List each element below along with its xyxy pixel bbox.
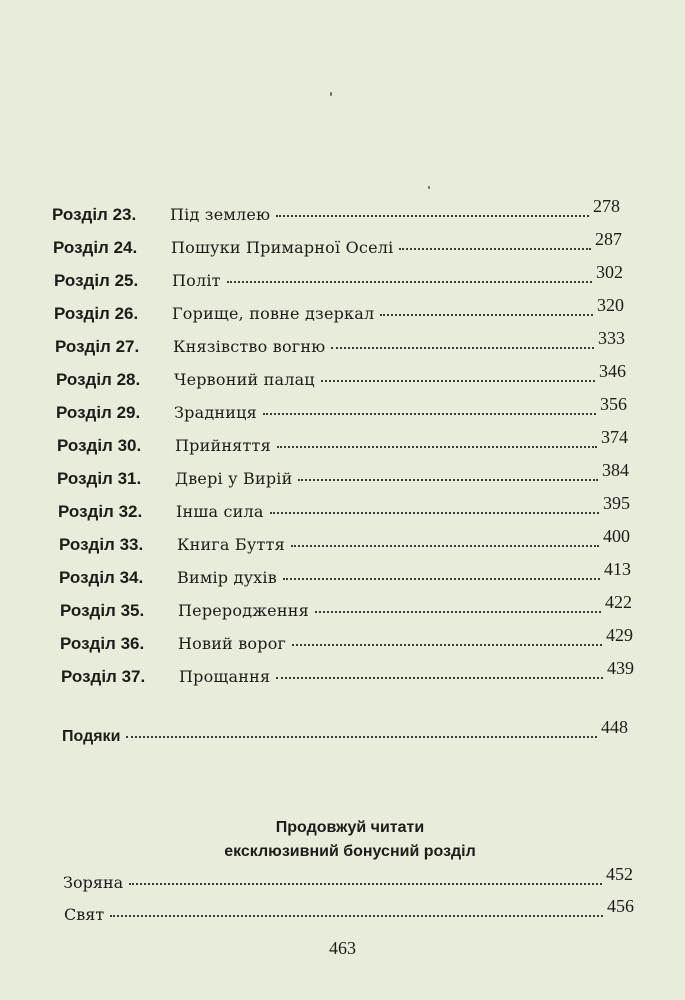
toc-row-26[interactable]: [54, 295, 624, 324]
page-number: 287: [595, 229, 622, 249]
chapter-label: Розділ 36.: [60, 634, 145, 653]
page-number: 333: [598, 328, 625, 348]
chapter-label: Розділ 25.: [54, 271, 139, 290]
chapter-title: Книга Буття: [177, 535, 285, 554]
toc-row-25[interactable]: [54, 262, 623, 291]
chapter-label: Розділ 28.: [56, 370, 141, 389]
chapter-title: Переродження: [178, 601, 309, 620]
toc-row-36[interactable]: [60, 625, 633, 654]
toc-row-27[interactable]: [55, 328, 625, 357]
dot-leader: [399, 248, 591, 250]
chapter-title: Зрадниця: [174, 403, 257, 422]
toc-row-23[interactable]: [52, 196, 620, 225]
bonus-heading-line-2: ексклюзивний бонусний розділ: [224, 843, 476, 860]
dot-leader: [283, 578, 600, 580]
chapter-title: Прийняття: [175, 436, 271, 455]
chapter-title: Червоний палац: [174, 370, 315, 389]
chapter-title: Вимір духів: [177, 568, 277, 587]
page-number: 374: [601, 427, 628, 447]
chapter-title: Прощання: [179, 667, 271, 686]
acknowledgements-label: Подяки: [62, 728, 121, 745]
toc-row-bonus-1[interactable]: [63, 864, 633, 893]
page-number: 448: [601, 717, 628, 737]
chapter-title: Князівство вогню: [173, 337, 326, 356]
toc-row-32[interactable]: [58, 493, 630, 522]
bonus-title: Зоряна: [63, 873, 124, 892]
toc-row-30[interactable]: [57, 427, 628, 456]
page-number: 395: [603, 493, 630, 513]
dot-leader: [276, 215, 589, 217]
page-number: 320: [597, 295, 624, 315]
chapter-label: Розділ 33.: [59, 535, 144, 554]
dot-leader: [298, 479, 598, 481]
toc-row-28[interactable]: [56, 361, 626, 390]
toc-row-35[interactable]: [60, 592, 632, 621]
chapter-label: Розділ 24.: [53, 238, 138, 257]
chapter-label: Розділ 29.: [56, 403, 141, 422]
chapter-label: Розділ 26.: [54, 304, 139, 323]
page-number: 422: [605, 592, 632, 612]
page-number: 456: [607, 896, 634, 916]
chapter-label: Розділ 34.: [59, 568, 144, 587]
toc-row-31[interactable]: [57, 460, 629, 489]
toc-row-33[interactable]: [59, 526, 630, 555]
chapter-title: Двері у Вирій: [175, 469, 293, 488]
toc-row-bonus-2[interactable]: [64, 896, 634, 925]
dot-leader: [263, 413, 596, 415]
chapter-title: Інша сила: [176, 502, 264, 521]
dot-leader: [315, 611, 601, 613]
chapter-title: Новий ворог: [178, 634, 287, 653]
dot-leader: [126, 736, 597, 738]
bonus-heading: [60, 816, 640, 864]
chapter-title: Політ: [172, 271, 221, 290]
dot-leader: [227, 281, 592, 283]
chapter-label: Розділ 27.: [55, 337, 140, 356]
dot-leader: [277, 446, 597, 448]
dot-leader: [129, 883, 602, 885]
toc-row-29[interactable]: [56, 394, 627, 423]
page-number: 452: [606, 864, 633, 884]
dot-leader: [291, 545, 599, 547]
bonus-title: Свят: [64, 905, 105, 924]
chapter-label: Розділ 37.: [61, 667, 146, 686]
page-number: 384: [602, 460, 629, 480]
dot-leader: [276, 677, 603, 679]
chapter-label: Розділ 23.: [52, 205, 137, 224]
page-number: 302: [596, 262, 623, 282]
chapter-label: Розділ 35.: [60, 601, 145, 620]
page-number: 429: [606, 625, 633, 645]
page-number: 400: [603, 526, 630, 546]
page-number: 439: [607, 658, 634, 678]
folio-page-number: 463: [329, 938, 356, 958]
dot-leader: [270, 512, 599, 514]
toc-row-acknowledgements[interactable]: [62, 717, 628, 746]
chapter-title: Пошуки Примарної Оселі: [171, 238, 394, 257]
page-number: 278: [593, 196, 620, 216]
page-number: 346: [599, 361, 626, 381]
chapter-label: Розділ 32.: [58, 502, 143, 521]
dot-leader: [331, 347, 594, 349]
print-speck: [428, 186, 430, 189]
chapter-label: Розділ 30.: [57, 436, 142, 455]
chapter-label: Розділ 31.: [57, 469, 142, 488]
dot-leader: [110, 915, 603, 917]
toc-row-37[interactable]: [61, 658, 634, 687]
bonus-heading-line-1: Продовжуй читати: [275, 819, 425, 836]
toc-row-34[interactable]: [59, 559, 631, 588]
page-number: 356: [600, 394, 627, 414]
toc-row-24[interactable]: [53, 229, 622, 258]
dot-leader: [380, 314, 593, 316]
page-number: 413: [604, 559, 631, 579]
chapter-title: Горище, повне дзеркал: [172, 304, 375, 323]
dot-leader: [292, 644, 602, 646]
print-speck: [330, 92, 332, 96]
chapter-title: Під землею: [170, 205, 271, 224]
dot-leader: [321, 380, 595, 382]
